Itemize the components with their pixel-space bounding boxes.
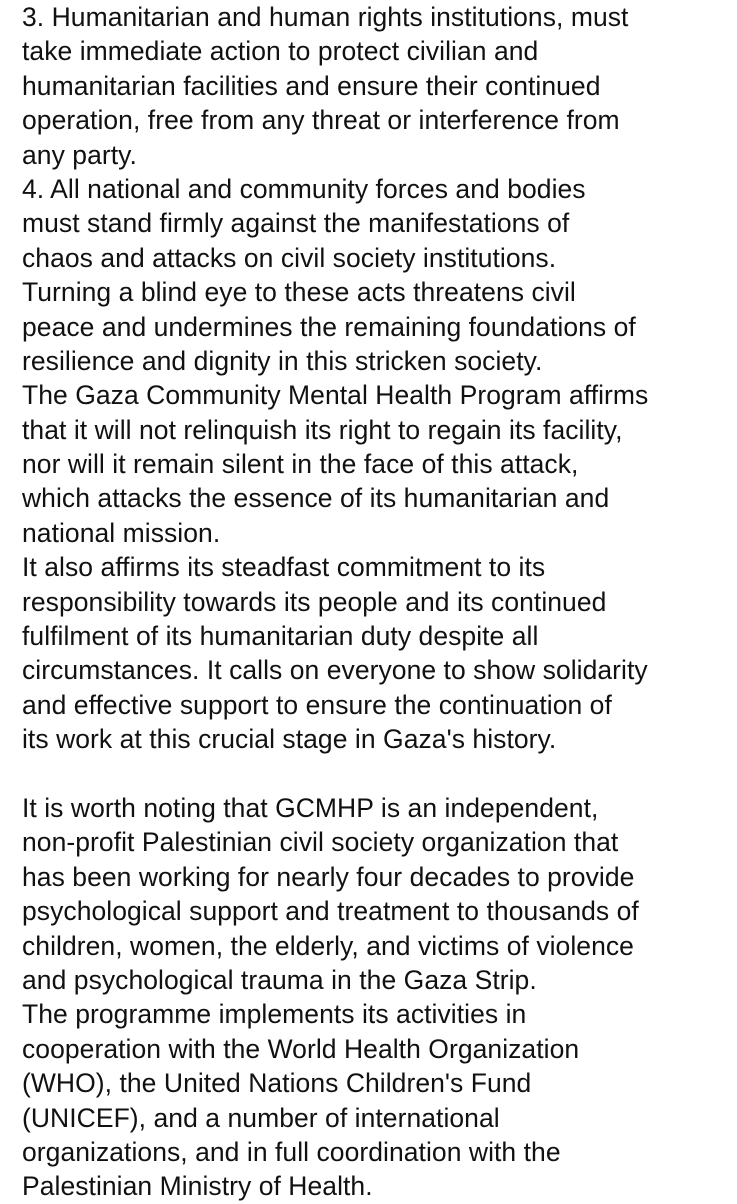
text-line: must stand firmly against the manifestations of xyxy=(22,208,570,239)
text-line: children, women, the elderly, and victims of violence xyxy=(22,930,634,961)
text-line: The Gaza Community Mental Health Program affirms xyxy=(22,380,649,411)
paragraph-gap xyxy=(22,757,727,791)
text-line: It is worth noting that GCMHP is an independent, xyxy=(22,792,599,823)
text-line: psychological support and treatment to thousands of xyxy=(22,896,639,927)
text-line: The programme implements its activities in xyxy=(22,999,527,1030)
text-line: It also affirms its steadfast commitment to its xyxy=(22,552,546,583)
text-line: non-profit Palestinian civil society organization that xyxy=(22,827,619,858)
statement-block xyxy=(22,0,727,757)
text-line: has been working for nearly four decades to provide xyxy=(22,861,635,892)
text-line: 4. All national and community forces and bodies xyxy=(22,173,586,204)
text-line: resilience and dignity in this stricken society. xyxy=(22,345,543,376)
text-line: fulfilment of its humanitarian duty despite all xyxy=(22,621,539,652)
text-line: that it will not relinquish its right to regain its facility, xyxy=(22,414,623,445)
text-line: take immediate action to protect civilian and xyxy=(22,36,539,67)
text-line: Palestinian Ministry of Health. xyxy=(22,1171,373,1202)
text-line: Turning a blind eye to these acts threatens civil xyxy=(22,277,576,308)
text-line: 3. Humanitarian and human rights institutions, must xyxy=(22,2,629,32)
text-line: which attacks the essence of its humanitarian and xyxy=(22,483,610,514)
text-line: any party. xyxy=(22,139,137,170)
document-body xyxy=(22,0,727,1204)
text-line: (UNICEF), and a number of international xyxy=(22,1102,500,1133)
text-line: and effective support to ensure the continuation of xyxy=(22,689,612,720)
organization-note-block xyxy=(22,791,727,1204)
text-line: circumstances. It calls on everyone to show solidarity xyxy=(22,655,648,686)
text-line: peace and undermines the remaining foundations of xyxy=(22,311,636,342)
text-line: humanitarian facilities and ensure their continued xyxy=(22,70,601,101)
text-line: and psychological trauma in the Gaza Strip. xyxy=(22,964,537,995)
text-line: operation, free from any threat or interference from xyxy=(22,105,620,136)
text-line: chaos and attacks on civil society institutions. xyxy=(22,242,557,273)
text-line: national mission. xyxy=(22,517,221,548)
text-line: organizations, and in full coordination with the xyxy=(22,1136,561,1167)
text-line: nor will it remain silent in the face of this attack, xyxy=(22,449,579,480)
text-line: its work at this crucial stage in Gaza's history. xyxy=(22,724,557,755)
text-line: responsibility towards its people and its continued xyxy=(22,586,607,617)
text-line: (WHO), the United Nations Children's Fund xyxy=(22,1068,532,1099)
text-line: cooperation with the World Health Organization xyxy=(22,1033,580,1064)
